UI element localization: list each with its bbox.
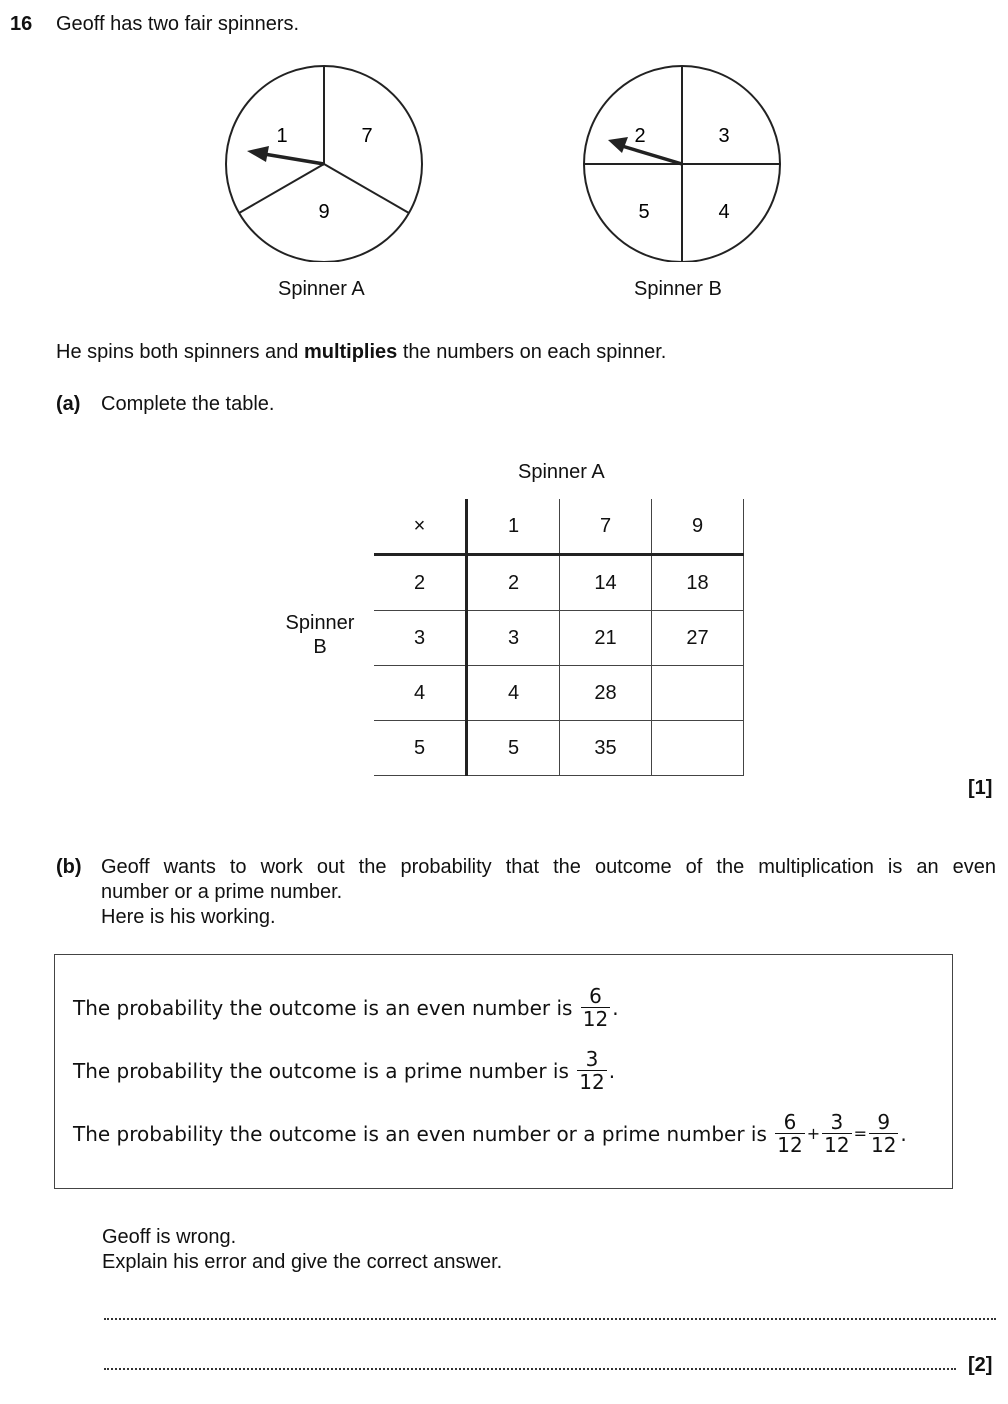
working-either-text: The probability the outcome is an even number or a prime number is [73,1121,767,1146]
spinner-b-pointer-head [608,137,628,153]
multiplication-table [374,499,744,776]
table-row [374,611,744,666]
part-b-line-1: Geoff wants to work out the probability that the outcome of the multiplication is an even [101,856,996,878]
equals-sign: = [853,1124,867,1143]
spinner-a-label-7: 7 [361,125,373,147]
spinner-b-pointer [622,146,682,164]
working-box [54,954,953,1189]
table-cell: 28 [560,666,652,721]
table-cell: 2 [467,555,560,611]
spinner-a-label-9: 9 [318,201,330,223]
spinner-a-label-1: 1 [276,125,288,147]
table-row [374,666,744,721]
table-cell: 5 [467,721,560,776]
statement-emphasis: multiplies [303,341,398,363]
table-cell: 35 [560,721,652,776]
working-prime-line: The probability the outcome is a prime number is $\frac{3}{12}$ . [73,1047,616,1094]
geoff-wrong: Geoff is wrong. [102,1226,237,1248]
spinner-b-label-3: 3 [718,125,730,147]
fraction: $\frac{6}{12}$ [582,984,609,1031]
spinner-a-divider [324,164,409,213]
working-either-line: The probability the outcome is an even number or a prime number is $\frac{6}{12}$ + $\frac{3}{12}$ = $\frac{9}{12}$ . [73,1110,907,1157]
answer-line-2[interactable] [104,1368,956,1370]
spinner-b-caption: Spinner B [634,278,722,300]
marks-b: [2] [968,1354,993,1376]
plus-sign: + [806,1124,821,1143]
spinner-a-pointer [264,154,324,164]
part-b-line-3: Here is his working. [101,906,276,928]
explain-instruction: Explain his error and give the correct answer. [102,1251,503,1273]
table-cell: × [374,499,467,555]
table-cell: 3 [374,611,467,666]
table-row-label: Spinner B [285,612,355,658]
table-cell: 27 [652,611,744,666]
working-even-line: The probability the outcome is an even number is $\frac{6}{12}$ . [73,984,619,1031]
table-cell: 1 [467,499,560,555]
answer-line-1[interactable] [104,1318,996,1320]
spinner-b-label-2: 2 [634,125,646,147]
fraction: $\frac{6}{12}$ [777,1110,803,1157]
table-cell: 3 [467,611,560,666]
marks-a: [1] [968,777,993,799]
spinner-a-caption: Spinner A [278,278,365,300]
working-prime-text: The probability the outcome is a prime number is [73,1058,569,1083]
spinner-b-label-4: 4 [718,201,730,223]
question-intro: Geoff has two fair spinners. [56,13,300,35]
table-cell: 4 [467,666,560,721]
answer-cell[interactable] [652,666,744,721]
table-cell: 9 [652,499,744,555]
table-cell: 21 [560,611,652,666]
table-header-row [374,499,744,555]
table-cell: 7 [560,499,652,555]
answer-cell[interactable] [652,721,744,776]
spinner-a-divider [239,164,324,213]
question-statement: He spins both spinners and multiplies the numbers on each spinner. [56,341,667,363]
table-title: Spinner A [518,461,605,483]
fraction: $\frac{3}{12}$ [824,1110,850,1157]
question-number: 16 [10,13,33,35]
table-cell: 2 [374,555,467,611]
table-cell: 14 [560,555,652,611]
fraction: $\frac{9}{12}$ [870,1110,897,1157]
spinner-a-pointer-head [247,146,269,162]
part-a-label: (a) [56,393,81,415]
working-even-text: The probability the outcome is an even number is [73,995,573,1020]
part-a-instruction: Complete the table. [101,393,275,415]
spinner-b-diagram [578,62,788,262]
table-cell: 4 [374,666,467,721]
table-cell: 18 [652,555,744,611]
part-b-line-2: number or a prime number. [101,881,343,903]
part-b-label: (b) [56,856,82,878]
spinner-a-diagram [220,62,430,262]
spinner-b-label-5: 5 [638,201,650,223]
table-cell: 5 [374,721,467,776]
table-row [374,555,744,611]
table-row [374,721,744,776]
fraction: $\frac{3}{12}$ [579,1047,605,1094]
